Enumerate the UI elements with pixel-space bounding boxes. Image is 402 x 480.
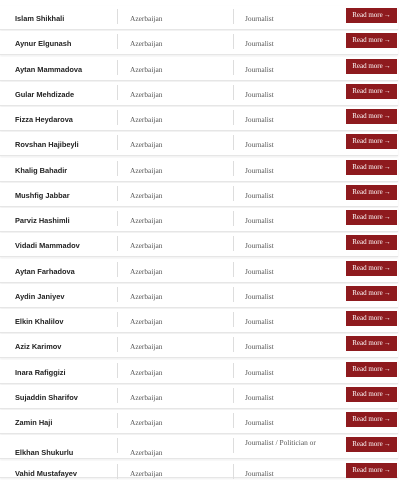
person-country: Azerbaijan xyxy=(130,317,163,326)
read-more-label: Read more xyxy=(352,11,383,19)
column-divider xyxy=(233,60,234,75)
arrow-right-icon: → xyxy=(383,137,391,145)
column-divider xyxy=(117,135,118,150)
person-role: Journalist xyxy=(245,14,274,23)
person-role: Journalist / Politician or xyxy=(245,438,316,447)
read-more-label: Read more xyxy=(352,188,383,196)
read-more-button[interactable] xyxy=(346,336,397,351)
column-divider xyxy=(233,211,234,226)
column-divider xyxy=(117,85,118,100)
read-more-label: Read more xyxy=(352,365,383,373)
person-country: Azerbaijan xyxy=(130,469,163,478)
person-role: Journalist xyxy=(245,241,274,250)
person-role: Journalist xyxy=(245,393,274,402)
column-divider xyxy=(233,363,234,378)
column-divider xyxy=(233,110,234,125)
person-country: Azerbaijan xyxy=(130,90,163,99)
read-more-label: Read more xyxy=(352,213,383,221)
read-more-label: Read more xyxy=(352,62,383,70)
person-name: Aytan Mammadova xyxy=(15,65,83,74)
read-more-button[interactable] xyxy=(346,286,397,301)
person-role: Journalist xyxy=(245,368,274,377)
arrow-right-icon: → xyxy=(383,440,391,448)
person-role: Journalist xyxy=(245,191,274,200)
column-divider xyxy=(117,236,118,251)
arrow-right-icon: → xyxy=(383,390,391,398)
person-country: Azerbaijan xyxy=(130,342,163,351)
read-more-button[interactable] xyxy=(346,134,397,149)
person-role: Journalist xyxy=(245,292,274,301)
table-row xyxy=(0,284,398,308)
read-more-label: Read more xyxy=(352,390,383,398)
person-name: Mushfig Jabbar xyxy=(15,191,70,200)
person-country: Azerbaijan xyxy=(130,191,163,200)
person-name: Islam Shikhali xyxy=(15,14,65,23)
column-divider xyxy=(117,34,118,49)
person-name: Sujaddin Sharifov xyxy=(15,393,78,402)
table-row xyxy=(0,208,398,232)
person-country: Azerbaijan xyxy=(130,393,163,402)
arrow-right-icon: → xyxy=(383,314,391,322)
read-more-label: Read more xyxy=(352,264,383,272)
column-divider xyxy=(233,388,234,403)
column-divider xyxy=(233,236,234,251)
read-more-button[interactable] xyxy=(346,109,397,124)
column-divider xyxy=(117,438,118,453)
person-role: Journalist xyxy=(245,317,274,326)
column-divider xyxy=(233,312,234,327)
arrow-right-icon: → xyxy=(383,264,391,272)
person-role: Journalist xyxy=(245,90,274,99)
read-more-label: Read more xyxy=(352,36,383,44)
person-role: Journalist xyxy=(245,418,274,427)
person-name: Elkin Khalilov xyxy=(15,317,64,326)
column-divider xyxy=(117,363,118,378)
arrow-right-icon: → xyxy=(383,112,391,120)
read-more-button[interactable] xyxy=(346,387,397,402)
column-divider xyxy=(117,337,118,352)
table-row xyxy=(0,31,398,55)
table-row xyxy=(0,82,398,106)
column-divider xyxy=(117,287,118,302)
person-country: Azerbaijan xyxy=(130,39,163,48)
table-row xyxy=(0,132,398,156)
table-row xyxy=(0,410,398,434)
table-row xyxy=(0,461,398,478)
arrow-right-icon: → xyxy=(383,163,391,171)
read-more-button[interactable] xyxy=(346,210,397,225)
table-row xyxy=(0,183,398,207)
table-row xyxy=(0,57,398,81)
column-divider xyxy=(117,312,118,327)
arrow-right-icon: → xyxy=(383,339,391,347)
read-more-button[interactable] xyxy=(346,59,397,74)
table-row xyxy=(0,309,398,333)
column-divider xyxy=(117,211,118,226)
column-divider xyxy=(117,413,118,428)
read-more-button[interactable] xyxy=(346,463,397,478)
read-more-label: Read more xyxy=(352,163,383,171)
table-row xyxy=(0,334,398,358)
person-role: Journalist xyxy=(245,39,274,48)
person-name: Aydin Janiyev xyxy=(15,292,65,301)
person-name: Rovshan Hajibeyli xyxy=(15,140,79,149)
arrow-right-icon: → xyxy=(383,415,391,423)
person-country: Azerbaijan xyxy=(130,292,163,301)
table-row xyxy=(0,360,398,384)
read-more-button[interactable] xyxy=(346,412,397,427)
read-more-button[interactable] xyxy=(346,235,397,250)
column-divider xyxy=(233,413,234,428)
column-divider xyxy=(117,110,118,125)
arrow-right-icon: → xyxy=(383,238,391,246)
person-country: Azerbaijan xyxy=(130,216,163,225)
column-divider xyxy=(233,262,234,277)
read-more-label: Read more xyxy=(352,466,383,474)
person-country: Azerbaijan xyxy=(130,241,163,250)
person-name: Inara Rafiggizi xyxy=(15,368,66,377)
person-name: Vidadi Mammadov xyxy=(15,241,80,250)
column-divider xyxy=(233,337,234,352)
person-name: Aytan Farhadova xyxy=(15,267,75,276)
read-more-label: Read more xyxy=(352,440,383,448)
person-country: Azerbaijan xyxy=(130,140,163,149)
column-divider xyxy=(233,464,234,479)
person-name: Elkhan Shukurlu xyxy=(15,448,74,457)
person-name: Fizza Heydarova xyxy=(15,115,73,124)
arrow-right-icon: → xyxy=(383,62,391,70)
column-divider xyxy=(117,388,118,403)
person-role: Journalist xyxy=(245,267,274,276)
table-row xyxy=(0,259,398,283)
table-row xyxy=(0,233,398,257)
column-divider xyxy=(233,161,234,176)
column-divider xyxy=(233,186,234,201)
read-more-button[interactable] xyxy=(346,437,397,452)
read-more-button[interactable] xyxy=(346,362,397,377)
read-more-label: Read more xyxy=(352,314,383,322)
person-country: Azerbaijan xyxy=(130,448,163,457)
read-more-label: Read more xyxy=(352,112,383,120)
read-more-button[interactable] xyxy=(346,311,397,326)
read-more-label: Read more xyxy=(352,415,383,423)
person-name: Gular Mehdizade xyxy=(15,90,75,99)
read-more-label: Read more xyxy=(352,137,383,145)
person-country: Azerbaijan xyxy=(130,166,163,175)
arrow-right-icon: → xyxy=(383,11,391,19)
person-country: Azerbaijan xyxy=(130,65,163,74)
column-divider xyxy=(233,9,234,24)
person-country: Azerbaijan xyxy=(130,368,163,377)
column-divider xyxy=(233,287,234,302)
column-divider xyxy=(233,34,234,49)
table-row xyxy=(0,158,398,182)
column-divider xyxy=(233,438,234,453)
person-role: Journalist xyxy=(245,115,274,124)
arrow-right-icon: → xyxy=(383,289,391,297)
read-more-label: Read more xyxy=(352,289,383,297)
person-country: Azerbaijan xyxy=(130,14,163,23)
read-more-button[interactable] xyxy=(346,8,397,23)
person-name: Aynur Elgunash xyxy=(15,39,72,48)
person-name: Parviz Hashimli xyxy=(15,216,70,225)
person-role: Journalist xyxy=(245,469,274,478)
column-divider xyxy=(117,9,118,24)
read-more-label: Read more xyxy=(352,87,383,95)
arrow-right-icon: → xyxy=(383,213,391,221)
column-divider xyxy=(117,186,118,201)
arrow-right-icon: → xyxy=(383,188,391,196)
person-role: Journalist xyxy=(245,166,274,175)
column-divider xyxy=(233,135,234,150)
person-role: Journalist xyxy=(245,140,274,149)
arrow-right-icon: → xyxy=(383,466,391,474)
arrow-right-icon: → xyxy=(383,36,391,44)
read-more-button[interactable] xyxy=(346,160,397,175)
person-role: Journalist xyxy=(245,216,274,225)
person-role: Journalist xyxy=(245,342,274,351)
table-row xyxy=(0,6,398,30)
table-row xyxy=(0,435,398,459)
column-divider xyxy=(233,85,234,100)
read-more-button[interactable] xyxy=(346,261,397,276)
person-name: Zamin Haji xyxy=(15,418,53,427)
read-more-button[interactable] xyxy=(346,84,397,99)
person-country: Azerbaijan xyxy=(130,418,163,427)
arrow-right-icon: → xyxy=(383,87,391,95)
person-name: Vahid Mustafayev xyxy=(15,469,78,478)
person-country: Azerbaijan xyxy=(130,115,163,124)
column-divider xyxy=(117,60,118,75)
column-divider xyxy=(117,464,118,479)
column-divider xyxy=(117,161,118,176)
read-more-button[interactable] xyxy=(346,185,397,200)
read-more-label: Read more xyxy=(352,339,383,347)
column-divider xyxy=(117,262,118,277)
person-name: Khalig Bahadir xyxy=(15,166,68,175)
person-role: Journalist xyxy=(245,65,274,74)
arrow-right-icon: → xyxy=(383,365,391,373)
table-row xyxy=(0,107,398,131)
read-more-button[interactable] xyxy=(346,33,397,48)
table-row xyxy=(0,385,398,409)
person-country: Azerbaijan xyxy=(130,267,163,276)
person-name: Aziz Karimov xyxy=(15,342,62,351)
read-more-label: Read more xyxy=(352,238,383,246)
